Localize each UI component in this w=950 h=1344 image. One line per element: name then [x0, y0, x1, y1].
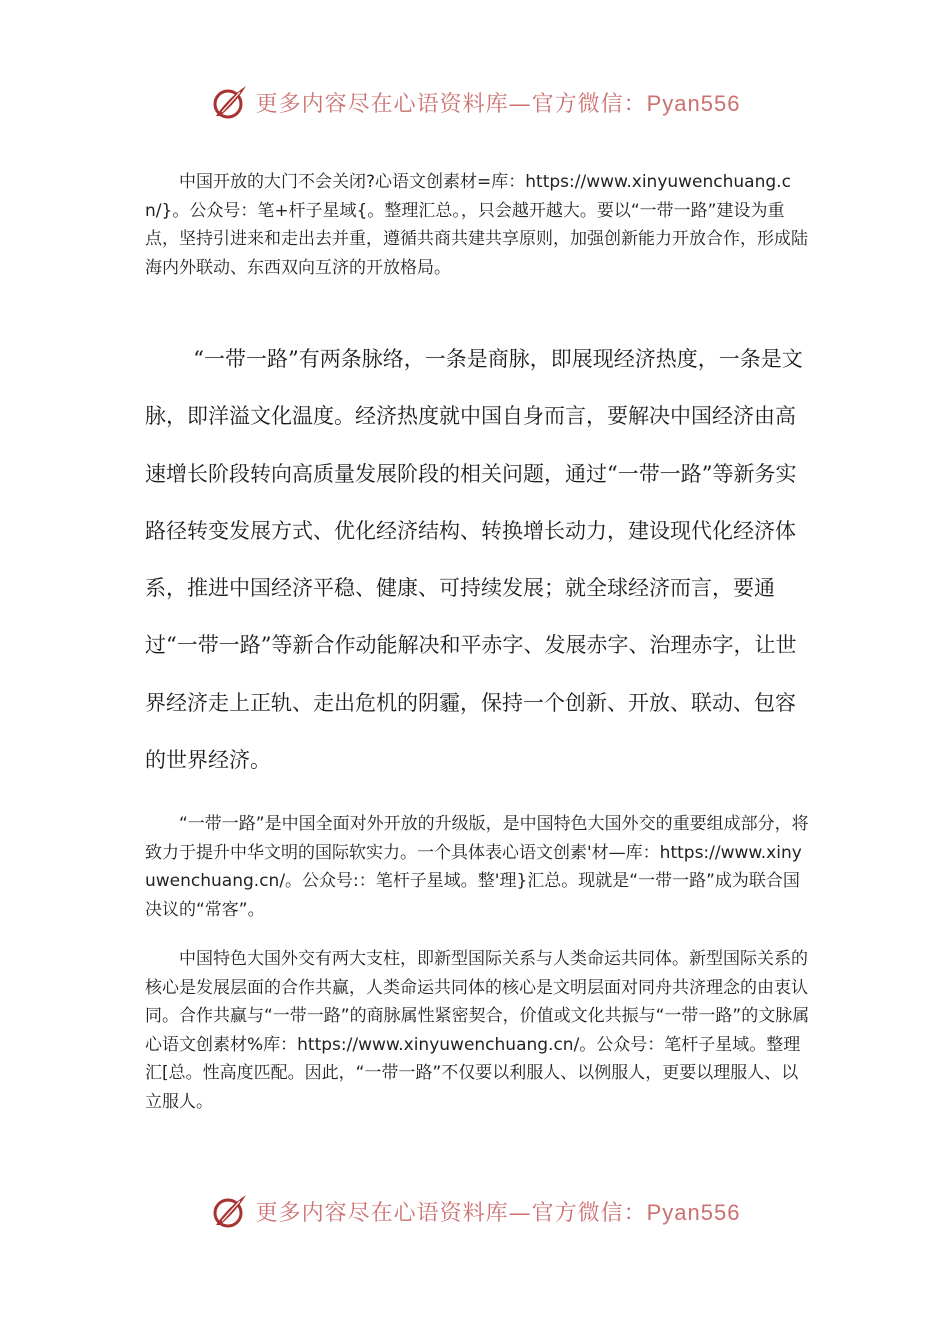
header-banner-text: 更多内容尽在心语资料库—官方微信：Pyan556: [255, 90, 741, 117]
quill-pen-logo-icon: [210, 82, 250, 122]
quill-pen-logo-icon: [210, 1191, 250, 1231]
footer-banner-text: 更多内容尽在心语资料库—官方微信：Pyan556: [255, 1199, 741, 1226]
footer-banner: [0, 1189, 950, 1233]
paragraph-3: “一带一路”是中国全面对外开放的升级版，是中国特色大国外交的重要组成部分，将致力于提升中华文明的国际软实力。一个具体表心语文创素'材—库：https://www.xinyuwenchuang.cn/。公众号:：笔杆子星域。整'理}汇总。现就是“一带一路”成为联合国决议的“常客”。: [145, 814, 809, 920]
header-banner: [0, 80, 950, 124]
wechat-handle: Pyan556: [646, 1199, 741, 1225]
wechat-handle: Pyan556: [646, 90, 741, 116]
paragraph-2: “一带一路”有两条脉络，一条是商脉，即展现经济热度，一条是文脉，即洋溢文化温度。经济热度就中国自身而言，要解决中国经济由高速增长阶段转向高质量发展阶段的相关问题，通过“一带一路”等新务实路径转变发展方式、优化经济结构、转换增长动力，建设现代化经济体系，推进中国经济平稳、健康、可持续发展；就全球经济而言，要通过“一带一路”等新合作动能解决和平赤字、发展赤字、治理赤字，让世界经济走上正轨、走出危机的阴霾，保持一个创新、开放、联动、包容的世界经济。: [145, 347, 803, 773]
paragraph-1: 中国开放的大门不会关闭?心语文创素材=库：https://www.xinyuwenchuang.cn/}。公众号：笔+杆子星域{。整理汇总。，只会越开越大。要以“一带一路”建设为重点，坚持引进来和走出去并重，遵循共商共建共享原则，加强创新能力开放合作，形成陆海内外联动、东西双向互济的开放格局。: [145, 172, 808, 278]
paragraph-4: 中国特色大国外交有两大支柱，即新型国际关系与人类命运共同体。新型国际关系的核心是发展层面的合作共赢，人类命运共同体的核心是文明层面对同舟共济理念的由衷认同。合作共赢与“一带一路”的商脉属性紧密契合，价值或文化共振与“一带一路”的文脉属心语文创素材%库：https://www.xinyuwenchuang.cn/。公众号：笔杆子星域。整理汇[总。性高度匹配。因此，“一带一路”不仅要以利服人、以例服人，更要以理服人、以立服人。: [145, 949, 810, 1112]
